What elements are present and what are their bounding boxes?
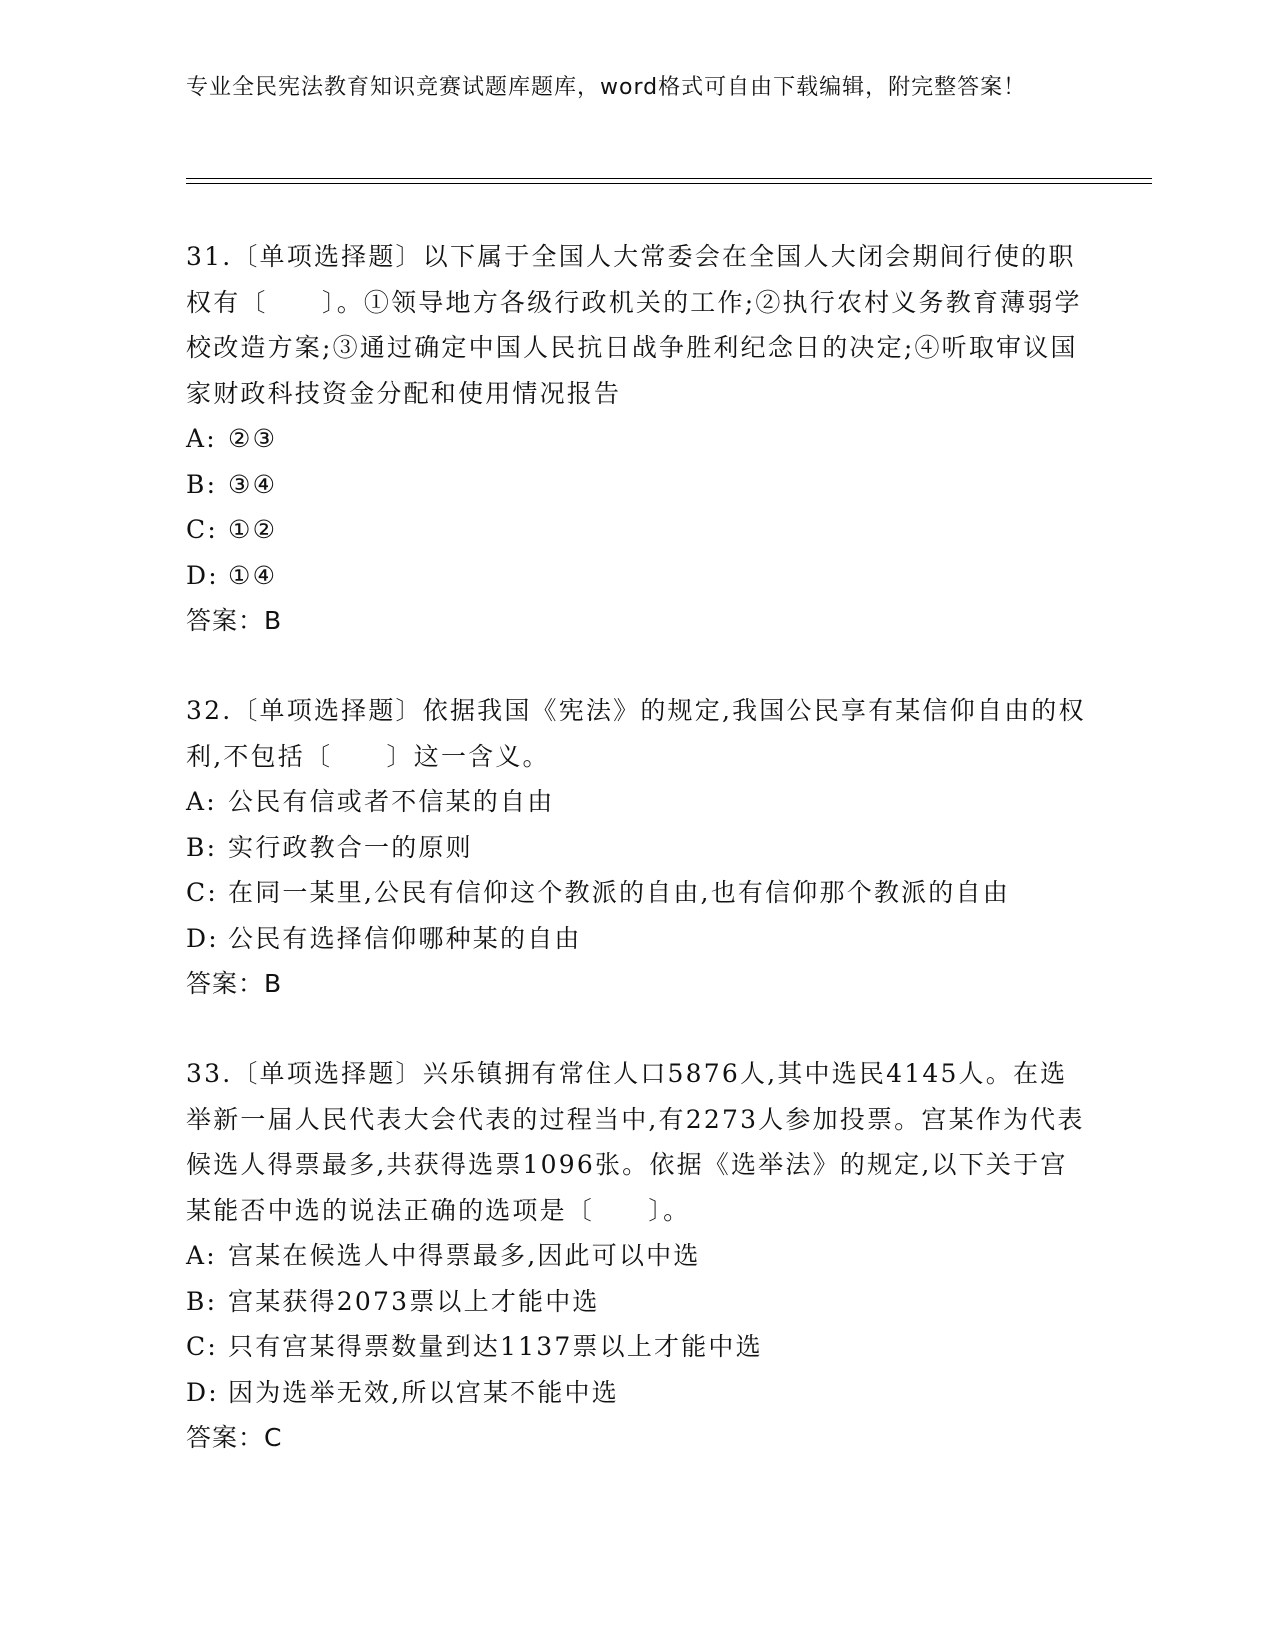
option-letter: A: bbox=[186, 787, 217, 816]
option-text: ①② bbox=[228, 515, 278, 544]
option-letter: C: bbox=[186, 878, 218, 907]
option-c bbox=[186, 507, 1086, 553]
answer-line: 答案：C bbox=[186, 1423, 283, 1452]
option-d bbox=[186, 553, 1086, 599]
answer-line: 答案：B bbox=[186, 969, 283, 998]
option-text: 公民有选择信仰哪种某的自由 bbox=[228, 923, 582, 953]
option-text: ①④ bbox=[228, 560, 278, 590]
option-text: 宫某在候选人中得票最多,因此可以中选 bbox=[228, 1241, 701, 1270]
option-letter: B: bbox=[186, 1286, 218, 1316]
option-a bbox=[186, 1233, 1086, 1279]
option-b bbox=[186, 462, 1086, 508]
question-33 bbox=[186, 1051, 1086, 1461]
question-stem: 31.〔单项选择题〕以下属于全国人大常委会在全国人大闭会期间行使的职权有〔 〕。①领导地方各级行政机关的工作;②执行农村义务教育薄弱学校改造方案;③通过确定中国人民抗日战争胜利纪念日的决定;④听取审议国家财政科技资金分配和使用情况报告 bbox=[186, 242, 1082, 408]
option-c bbox=[186, 1324, 1086, 1370]
option-text: 在同一某里,公民有信仰这个教派的自由,也有信仰那个教派的自由 bbox=[228, 878, 1010, 907]
option-a bbox=[186, 416, 1086, 462]
option-d bbox=[186, 1370, 1086, 1416]
document-header: 专业全民宪法教育知识竞赛试题库题库，word格式可自由下载编辑，附完整答案！ bbox=[186, 75, 1027, 100]
option-b bbox=[186, 825, 1086, 871]
option-text: ②③ bbox=[228, 424, 278, 453]
answer-line: 答案：B bbox=[186, 606, 283, 635]
option-letter: D: bbox=[186, 1377, 219, 1407]
option-letter: A: bbox=[186, 1241, 217, 1270]
option-text: ③④ bbox=[228, 469, 278, 499]
option-b bbox=[186, 1279, 1086, 1325]
option-letter: A: bbox=[186, 424, 217, 453]
option-text: 只有宫某得票数量到达1137票以上才能中选 bbox=[228, 1332, 763, 1361]
question-31 bbox=[186, 234, 1086, 644]
option-letter: B: bbox=[186, 832, 218, 862]
option-text: 因为选举无效,所以宫某不能中选 bbox=[228, 1377, 619, 1407]
question-stem: 33.〔单项选择题〕兴乐镇拥有常住人口5876人,其中选民4145人。在选举新一届人民代表大会代表的过程当中,有2273人参加投票。宫某作为代表候选人得票最多,共获得选票1096张。依据《选举法》的规定,以下关于宫某能否中选的说法正确的选项是〔 〕。 bbox=[186, 1059, 1085, 1225]
option-letter: C: bbox=[186, 1332, 218, 1361]
option-d bbox=[186, 916, 1086, 962]
option-letter: D: bbox=[186, 560, 219, 590]
header-divider-top bbox=[186, 178, 1152, 179]
option-a bbox=[186, 779, 1086, 825]
option-text: 实行政教合一的原则 bbox=[228, 832, 473, 862]
option-letter: C: bbox=[186, 515, 218, 544]
option-letter: D: bbox=[186, 923, 219, 953]
option-c bbox=[186, 870, 1086, 916]
option-text: 宫某获得2073票以上才能中选 bbox=[228, 1286, 600, 1316]
question-stem: 32.〔单项选择题〕依据我国《宪法》的规定,我国公民享有某信仰自由的权利,不包括〔 〕这一含义。 bbox=[186, 696, 1086, 771]
question-32 bbox=[186, 688, 1086, 1007]
header-divider-bottom bbox=[186, 183, 1152, 184]
option-text: 公民有信或者不信某的自由 bbox=[228, 787, 555, 816]
option-letter: B: bbox=[186, 469, 218, 499]
